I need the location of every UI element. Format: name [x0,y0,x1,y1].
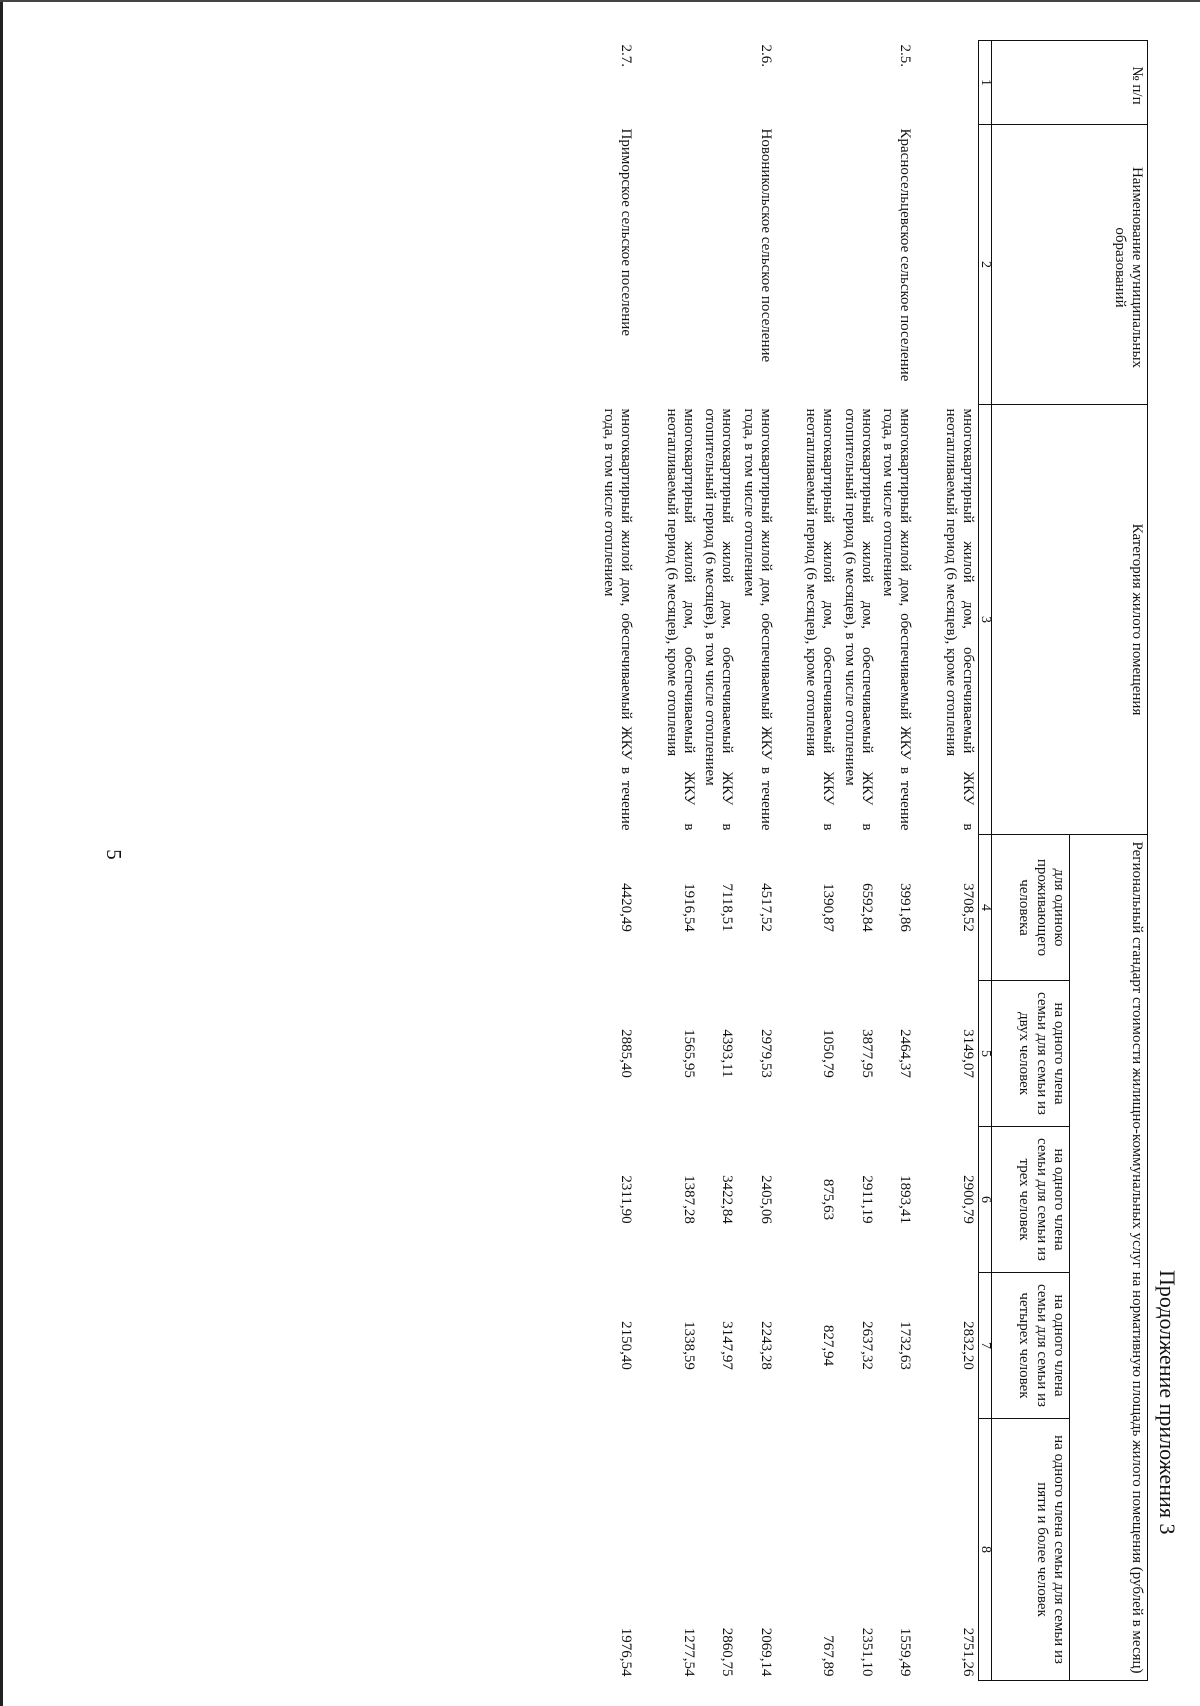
rotated-page-content [100,40,1180,1680]
value-family-3: 3422,84 [719,1175,736,1224]
value-single: 1390,87 [820,883,837,932]
column-number: 4 [979,835,992,981]
value-family-4: 2637,32 [859,1321,875,1370]
column-number: 7 [979,1273,992,1419]
header-standard-group: Региональный стандарт стоимости жилищно-коммунальных услуг на нормативную площадь жилого помещения (рублей в месяц) [1070,835,1148,1681]
municipality-name: Приморское сельское поселение [618,128,635,336]
value-single: 3708,52 [960,883,976,932]
value-family-5plus: 1976,54 [618,1627,635,1677]
municipality-name [940,125,979,405]
table-row [800,41,839,1681]
value-family-3: 1387,28 [681,1175,697,1224]
value-family-5plus: 2069,14 [758,1627,774,1677]
housing-category: многоквартирный жилой дом, обеспечиваемый ЖКУ в течение года, в том числе отоплением [601,408,635,831]
value-family-3: 1893,41 [897,1175,914,1224]
value-family-4: 2832,20 [960,1321,976,1370]
value-family-3: 875,63 [820,1178,837,1221]
table-row [877,41,940,1681]
row-number [661,41,700,125]
table-row [598,41,661,1681]
row-number [940,41,979,125]
scan-edge-top [0,0,1200,2]
value-single: 3991,86 [897,883,914,932]
value-family-5plus: 1277,54 [681,1627,697,1677]
value-single: 6592,84 [859,883,875,932]
municipality-name: Красносельцевское сельское поселение [897,128,914,382]
housing-category: многоквартирный жилой дом, обеспечиваемый ЖКУ в неотапливаемый период (6 месяцев), кроме отопления [803,408,837,831]
value-single: 7118,51 [719,883,736,932]
column-number: 6 [979,1127,992,1273]
continuation-label: Продолжение приложения 3 [1155,1270,1180,1535]
value-family-5plus: 2860,75 [719,1627,736,1677]
column-number: 2 [979,125,992,405]
header-num: № п/п [992,41,1148,125]
value-family-5plus: 2751,26 [960,1627,976,1677]
housing-category: многоквартирный жилой дом, обеспечиваемый ЖКУ в отопительный период (6 месяцев), в том числе отоплением [841,408,875,831]
housing-category: многоквартирный жилой дом, обеспечиваемый ЖКУ в течение года, в том числе отоплением [880,408,914,831]
row-number: 2.7. [618,44,635,67]
municipality-name [699,125,738,405]
row-number [800,41,839,125]
table-row [738,41,801,1681]
value-family-4: 2243,28 [758,1321,774,1370]
housing-category: многоквартирный жилой дом, обеспечиваемый ЖКУ в течение года, в том числе отоплением [740,408,774,831]
value-family-2: 3149,07 [960,1029,976,1078]
municipality-name [800,125,839,405]
municipality-name [839,125,878,405]
municipality-name: Новоникольское сельское поселение [758,128,774,363]
value-family-2: 2464,37 [897,1029,914,1078]
municipality-name [661,125,700,405]
value-family-4: 1732,63 [897,1321,914,1370]
value-family-4: 3147,97 [719,1321,736,1370]
value-family-5plus: 1559,49 [897,1627,914,1677]
value-single: 4517,52 [758,883,774,932]
row-number: 2.5. [897,44,914,67]
value-family-4: 827,94 [820,1324,837,1367]
column-number: 5 [979,981,992,1127]
value-family-3: 2900,79 [960,1175,976,1224]
header-municipality: Наименование муниципальных образований [992,125,1148,405]
value-family-5plus: 767,89 [820,1635,837,1677]
housing-standard-table [598,40,1148,1681]
header-col8: на одного члена семьи для семьи из пяти и более человек [992,1419,1070,1681]
header-col6: на одного члена семьи для семьи из трех человек [992,1127,1070,1273]
header-col5: на одного члена семьи для семьи из двух человек [992,981,1070,1127]
header-col7: на одного члена семьи для семьи из четырех человек [992,1273,1070,1419]
value-family-2: 1565,95 [681,1029,697,1078]
row-number [839,41,878,125]
value-family-3: 2911,19 [859,1175,875,1224]
housing-category: многоквартирный жилой дом, обеспечиваемый ЖКУ в неотапливаемый период (6 месяцев), кроме отопления [942,408,976,831]
value-family-2: 2885,40 [618,1029,635,1078]
value-family-2: 2979,53 [758,1029,774,1078]
value-family-2: 1050,79 [820,1029,837,1078]
housing-category: многоквартирный жилой дом, обеспечиваемый ЖКУ в неотапливаемый период (6 месяцев), кроме отопления [663,408,697,831]
value-family-5plus: 2351,10 [859,1627,875,1677]
value-single: 1916,54 [681,883,697,932]
header-col4: для одиноко проживающего человека [992,835,1070,981]
table-row [940,41,979,1681]
value-family-2: 3877,95 [859,1029,875,1078]
column-number: 3 [979,405,992,835]
column-number: 1 [979,41,992,125]
page-number: 5 [101,849,126,860]
row-number: 2.6. [758,44,774,67]
value-family-4: 2150,40 [618,1321,635,1370]
table-row [661,41,700,1681]
value-family-4: 1338,59 [681,1321,697,1370]
scan-edge-left [0,0,3,1706]
housing-category: многоквартирный жилой дом, обеспечиваемый ЖКУ в отопительный период (6 месяцев), в том числе отоплением [702,408,736,831]
value-single: 4420,49 [618,883,635,932]
table-row [699,41,738,1681]
value-family-3: 2405,06 [758,1175,774,1224]
table-row [839,41,878,1681]
value-family-2: 4393,11 [719,1029,736,1078]
header-category: Категория жилого помещения [992,405,1148,835]
row-number [699,41,738,125]
column-number: 8 [979,1419,992,1681]
value-family-3: 2311,90 [618,1175,635,1224]
